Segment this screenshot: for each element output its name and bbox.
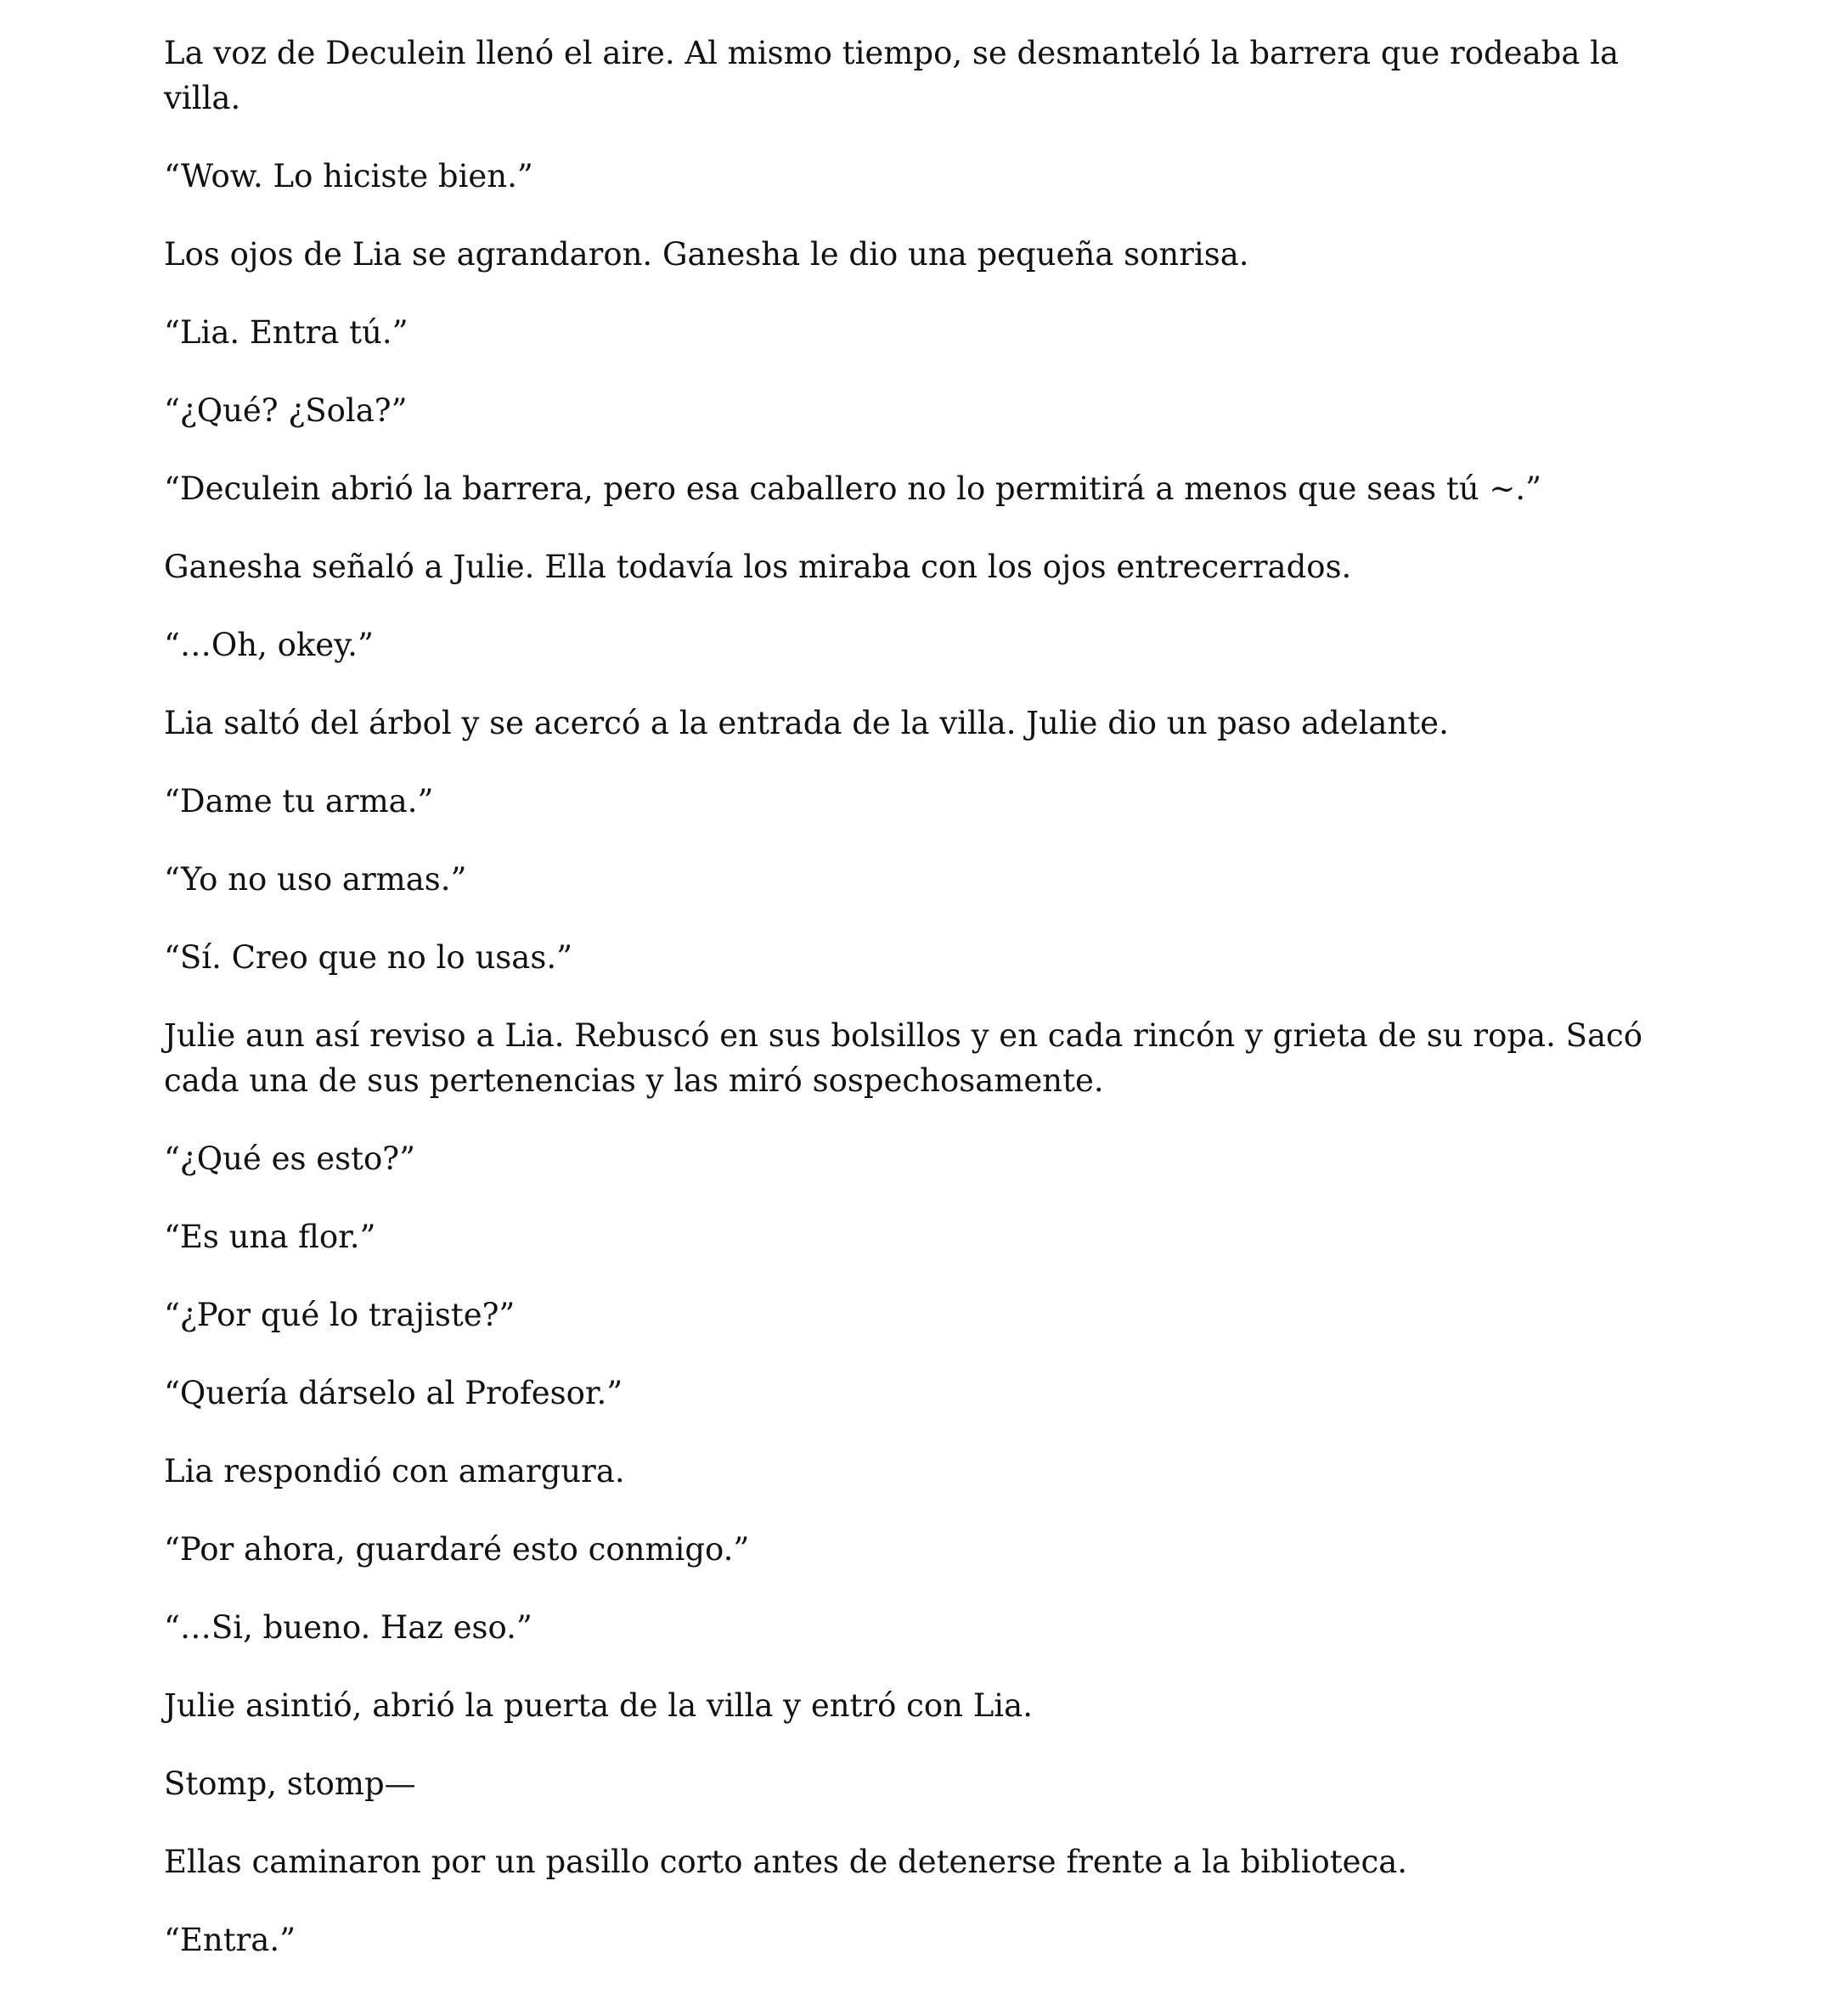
paragraph: Ganesha señaló a Julie. Ella todavía los miraba con los ojos entrecerrados. — [164, 549, 1352, 585]
paragraph: La voz de Deculein llenó el aire. Al mismo tiempo, se desmanteló la barrera que rodeaba la villa. — [164, 35, 1620, 116]
paragraph: Los ojos de Lia se agrandaron. Ganesha le dio una pequeña sonrisa. — [164, 236, 1249, 273]
paragraph: “Por ahora, guardaré esto conmigo.” — [164, 1531, 750, 1568]
paragraph: “…Si, bueno. Haz eso.” — [164, 1609, 532, 1646]
paragraph: “…Oh, okey.” — [164, 627, 374, 663]
paragraph: “Deculein abrió la barrera, pero esa caballero no lo permitirá a menos que seas tú ~.” — [164, 470, 1542, 507]
paragraph: “¿Por qué lo trajiste?” — [164, 1297, 516, 1333]
paragraph: Ellas caminaron por un pasillo corto antes de detenerse frente a la biblioteca. — [164, 1844, 1408, 1880]
paragraph: “Dame tu arma.” — [164, 783, 434, 819]
paragraph: Julie aun así reviso a Lia. Rebuscó en sus bolsillos y en cada rincón y grieta de su ropa. Sacó cada una de sus pertenencias y las miró sospechosamente. — [164, 1017, 1643, 1099]
paragraph: “Lia. Entra tú.” — [164, 314, 408, 351]
paragraph: “Entra.” — [164, 1922, 296, 1958]
paragraph: “Es una flor.” — [164, 1219, 376, 1255]
document-body — [164, 31, 1684, 1996]
paragraph: Lia saltó del árbol y se acercó a la entrada de la villa. Julie dio un paso adelante. — [164, 705, 1449, 741]
paragraph: Julie asintió, abrió la puerta de la villa y entró con Lia. — [164, 1687, 1033, 1724]
paragraph: Lia respondió con amargura. — [164, 1453, 625, 1489]
paragraph: “¿Qué es esto?” — [164, 1140, 415, 1177]
paragraph: “Wow. Lo hiciste bien.” — [164, 158, 533, 194]
paragraph: “Quería dárselo al Profesor.” — [164, 1375, 623, 1411]
paragraph: “¿Qué? ¿Sola?” — [164, 392, 408, 429]
paragraph: Stomp, stomp— — [164, 1765, 416, 1802]
paragraph: “Yo no uso armas.” — [164, 861, 467, 898]
paragraph: “Sí. Creo que no lo usas.” — [164, 939, 572, 976]
